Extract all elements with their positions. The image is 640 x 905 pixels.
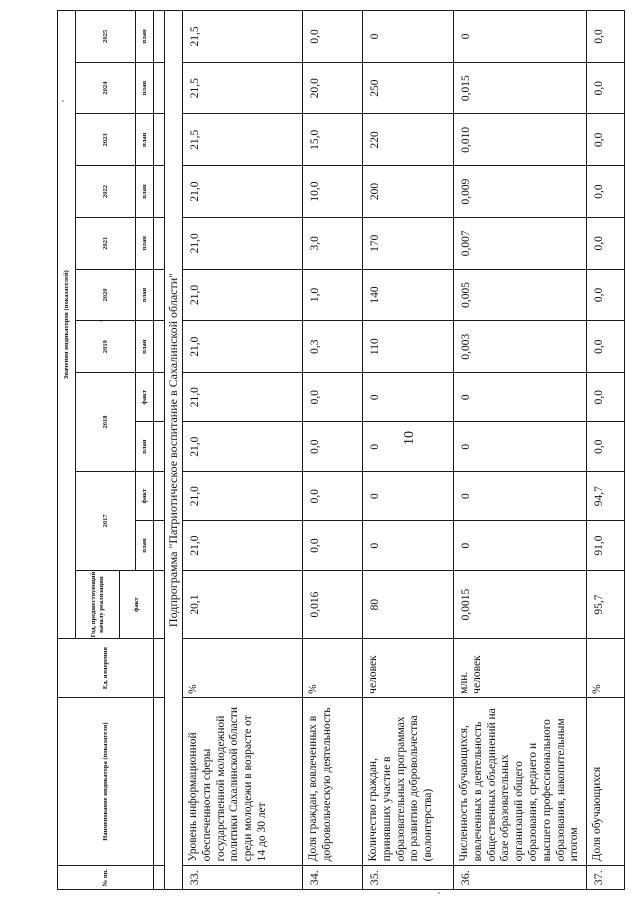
value-cell: 0,0	[587, 373, 625, 422]
value-cell: 0	[363, 471, 454, 520]
value-cell: 0	[454, 373, 587, 422]
table-row	[363, 11, 454, 890]
value-cell: 21,0	[183, 471, 303, 520]
indicator-table	[57, 10, 625, 890]
value-cell: 1,0	[303, 269, 363, 321]
value-cell: 0,0	[587, 422, 625, 471]
header-2023: 2023	[76, 114, 136, 166]
indicator-name: Численность обучающихся, вовлеченных в деятельность общественных объединений на базе образовательных организаций общего образования, среднего и высшего профессионального образования, накопительным итогом	[454, 697, 587, 866]
value-cell: 0,0	[587, 217, 625, 269]
table-row	[183, 11, 303, 890]
value-cell: 200	[363, 166, 454, 218]
value-cell: 170	[363, 217, 454, 269]
value-cell: 0	[363, 11, 454, 63]
value-cell: 0,3	[303, 321, 363, 373]
value-cell: 0,0015	[454, 570, 587, 639]
value-cell: 0,016	[303, 570, 363, 639]
page-number: 10	[402, 431, 417, 445]
value-cell: 0,0	[303, 373, 363, 422]
indicator-name: Количество граждан, принявших участие в образовательных программах по развитию добровольчества (волонтерства)	[363, 697, 454, 866]
header-2025: 2025	[76, 11, 136, 63]
value-cell: 20,0	[303, 62, 363, 114]
value-cell: 20,1	[183, 570, 303, 639]
row-number: 37.	[587, 866, 625, 890]
header-2020: 2020	[76, 269, 136, 321]
value-cell: 0,0	[587, 269, 625, 321]
value-cell: 0,0	[587, 11, 625, 63]
header-plan: план	[136, 114, 154, 166]
value-cell: 0,0	[303, 471, 363, 520]
value-cell: 80	[363, 570, 454, 639]
header-plan: план	[136, 62, 154, 114]
row-number: 36.	[454, 866, 587, 890]
value-cell: 0,0	[587, 321, 625, 373]
value-cell: 0	[454, 471, 587, 520]
header-2017: 2017	[76, 471, 136, 570]
header-base-fact: факт	[120, 570, 154, 639]
value-cell: 3,0	[303, 217, 363, 269]
header-name: Наименование индикатора (показателя)	[58, 697, 154, 866]
value-cell: 91,0	[587, 521, 625, 570]
header-2021: 2021	[76, 217, 136, 269]
value-cell: 0,015	[454, 62, 587, 114]
header-2018: 2018	[76, 373, 136, 472]
value-cell: 0	[363, 422, 454, 471]
value-cell: 0,009	[454, 166, 587, 218]
value-cell: 0	[363, 521, 454, 570]
value-cell: 220	[363, 114, 454, 166]
table-row	[587, 11, 625, 890]
header-2022: 2022	[76, 166, 136, 218]
value-cell: 10,0	[303, 166, 363, 218]
value-cell: 21,0	[183, 166, 303, 218]
value-cell: 0,003	[454, 321, 587, 373]
table-row	[303, 11, 363, 890]
value-cell: 0	[363, 373, 454, 422]
indicator-unit: %	[587, 639, 625, 697]
header-no: № пп.	[58, 866, 154, 890]
value-cell: 21,5	[183, 114, 303, 166]
value-cell: 94,7	[587, 471, 625, 520]
header-plan: план	[136, 217, 154, 269]
value-cell: 21,0	[183, 217, 303, 269]
header-plan: план	[136, 422, 154, 471]
value-cell: 21,0	[183, 269, 303, 321]
header-fact: факт	[136, 471, 154, 520]
value-cell: 0,0	[303, 11, 363, 63]
row-number: 33.	[183, 866, 303, 890]
value-cell: 250	[363, 62, 454, 114]
value-cell: 0	[454, 521, 587, 570]
value-cell: 140	[363, 269, 454, 321]
header-plan: план	[136, 269, 154, 321]
indicator-name: Доля обучающихся	[587, 697, 625, 866]
value-cell: 0,0	[303, 422, 363, 471]
value-cell: 0,0	[587, 166, 625, 218]
indicator-unit: человек	[363, 639, 454, 697]
scan-speck	[438, 892, 440, 894]
indicator-unit: %	[183, 639, 303, 697]
header-plan: план	[136, 521, 154, 570]
value-cell: 0,007	[454, 217, 587, 269]
indicator-unit: млн. человек	[454, 639, 587, 697]
header-values-group: Значения индикаторов (показателей)	[58, 11, 76, 639]
value-cell: 21,0	[183, 422, 303, 471]
indicator-name: Уровень информационной обеспеченности сферы государственной молодежной политики Сахалинской области среди молодежи в возрасте от 14 до 30 лет	[183, 697, 303, 866]
value-cell: 0,0	[587, 114, 625, 166]
value-cell: 21,0	[183, 373, 303, 422]
row-number: 35.	[363, 866, 454, 890]
indicator-unit: %	[303, 639, 363, 697]
subprogram-title: Подпрограмма "Патриотическое воспитание в Сахалинской области"	[165, 11, 183, 890]
column-number-row	[154, 11, 165, 890]
value-cell: 15,0	[303, 114, 363, 166]
value-cell: 0	[454, 11, 587, 63]
header-unit: Ед. измерения	[58, 639, 154, 697]
value-cell: 0,0	[587, 62, 625, 114]
value-cell: 21,5	[183, 11, 303, 63]
value-cell: 0	[454, 422, 587, 471]
header-2024: 2024	[76, 62, 136, 114]
value-cell: 21,5	[183, 62, 303, 114]
value-cell: 0,0	[303, 521, 363, 570]
header-base-year: Год, предшествующий началу реализации	[76, 570, 120, 639]
value-cell: 95,7	[587, 570, 625, 639]
value-cell: 0,010	[454, 114, 587, 166]
value-cell: 21,0	[183, 521, 303, 570]
value-cell: 0,005	[454, 269, 587, 321]
header-plan: план	[136, 321, 154, 373]
header-plan: план	[136, 11, 154, 63]
rotated-table-container	[57, 10, 606, 890]
value-cell: 110	[363, 321, 454, 373]
value-cell: 21,0	[183, 321, 303, 373]
table-row	[454, 11, 587, 890]
indicator-name: Доля граждан, вовлеченных в добровольческую деятельность	[303, 697, 363, 866]
header-plan: план	[136, 166, 154, 218]
header-fact: факт	[136, 373, 154, 422]
row-number: 34.	[303, 866, 363, 890]
header-2019: 2019	[76, 321, 136, 373]
